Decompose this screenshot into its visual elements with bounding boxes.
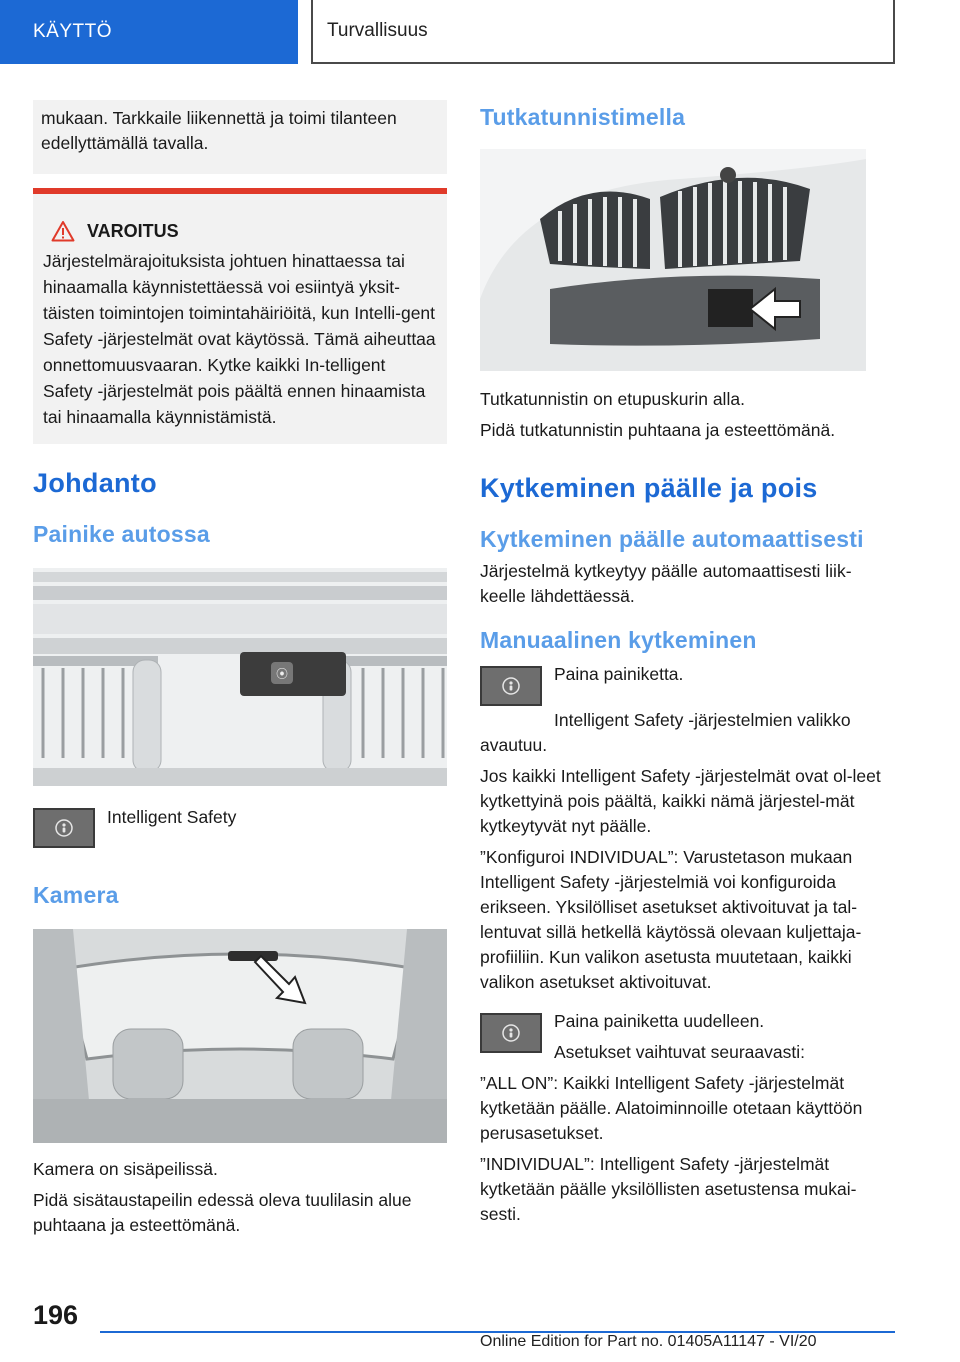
heading-automaattisesti: Kytkeminen päälle automaattisesti: [480, 526, 864, 552]
configure-text: ”Konfiguroi INDIVIDUAL”: Varustetason mukaan Intelligent Safety -järjestelmiä voi konfiguroida erikseen. Yksilölliset asetukset aktivoituvat ja tal-lentuvat sillä hetkellä käytössä olevaan kuljettaja-profiiliin. Kun valikon asetusta muutetaan, kaikki valikon asetukset aktivoituvat.: [480, 847, 862, 992]
heading-painike-autossa: Painike autossa: [33, 521, 210, 547]
settings-change-text: Asetukset vaihtuvat seuraavasti:: [554, 1042, 805, 1062]
chapter-title: Turvallisuus: [327, 20, 428, 41]
camera-text-2: Pidä sisätaustapeilin edessä oleva tuulilasin alue puhtaana ja esteettömänä.: [33, 1190, 412, 1235]
all-on-text: ”ALL ON”: Kaikki Intelligent Safety -järjestelmät kytketään päälle. Alatoiminnoille otetaan käyttöön perusasetukset.: [480, 1073, 863, 1143]
right-column: [480, 100, 896, 1233]
heading-kamera: Kamera: [33, 882, 119, 908]
radar-sensor-image: [480, 149, 866, 371]
warning-title: VAROITUS: [87, 221, 179, 241]
dashboard-button-image: [33, 568, 447, 786]
edition-text: Online Edition for Part no. 01405A11147 - VI/20: [480, 1333, 817, 1350]
radar-text-2: Pidä tutkatunnistin puhtaana ja esteettömänä.: [480, 420, 836, 440]
camera-image: [33, 929, 447, 1143]
intelligent-safety-label: Intelligent Safety: [107, 807, 237, 827]
press-button-text: Paina painiketta.: [554, 664, 684, 684]
chapter-tab[interactable]: [311, 0, 895, 64]
camera-illustration: [33, 929, 447, 1143]
radar-illustration: [480, 149, 866, 371]
menu-opens-text: [480, 708, 896, 758]
all-off-text: Jos kaikki Intelligent Safety -järjestelmät ovat ol-leet kytkettyinä pois päältä, kaikki nämä järjestel-mät kytkeytyvät nyt päälle.: [480, 766, 881, 836]
intelligent-safety-button-icon: [33, 808, 95, 848]
warning-header: [43, 218, 437, 244]
dashboard-illustration: [33, 568, 447, 786]
press-again-row: [480, 1013, 896, 1071]
svg-text:⦿: ⦿: [275, 667, 289, 681]
individual-text: ”INDIVIDUAL”: Intelligent Safety -järjestelmät kytketään päälle yksilöllisten asetustensa mukai-sesti.: [480, 1154, 857, 1224]
warning-box: [33, 188, 447, 444]
intelligent-safety-row: [33, 808, 447, 848]
intro-box: [33, 100, 447, 174]
warning-text: Järjestelmärajoituksista johtuen hinattaessa tai hinaamalla käynnistettäessä voi esiintyä yksit-täisten toimintojen toimintahäiriöitä, kun Intelli-gent Safety -järjestelmät ovat käytössä. Tämä aiheuttaa onnettomuusvaaran. Kytke kaikki In-telligent Safety -järjestelmät pois päältä ennen hinaamista tai hinaamalla käynnistämistä.: [43, 251, 436, 427]
warning-triangle-icon: [51, 220, 75, 242]
heading-johdanto: Johdanto: [33, 468, 157, 498]
heading-manuaalinen: Manuaalinen kytkeminen: [480, 627, 757, 653]
auto-text: Järjestelmä kytkeytyy päälle automaattisesti liik-keelle lähdettäessä.: [480, 561, 852, 606]
menu-opens-label: Intelligent Safety -järjestelmien valikko avautuu.: [480, 710, 851, 755]
section-tab[interactable]: [0, 0, 298, 64]
intro-text: mukaan. Tarkkaile liikennettä ja toimi tilanteen edellyttämällä tavalla.: [41, 108, 397, 153]
radar-text-1: Tutkatunnistin on etupuskurin alla.: [480, 389, 745, 409]
press-button-row: [480, 666, 896, 706]
intelligent-safety-button-icon: [480, 1013, 542, 1053]
camera-text-1: Kamera on sisäpeilissä.: [33, 1159, 218, 1179]
intelligent-safety-button-icon: [480, 666, 542, 706]
section-title: KÄYTTÖ: [33, 21, 113, 42]
page-number: 196: [33, 1300, 79, 1330]
heading-tutkatunnistimella: Tutkatunnistimella: [480, 104, 686, 130]
press-again-text: Paina painiketta uudelleen.: [554, 1011, 765, 1031]
heading-kytkeminen-paalle-ja-pois: Kytkeminen päälle ja pois: [480, 473, 818, 503]
left-column: [33, 100, 447, 1244]
